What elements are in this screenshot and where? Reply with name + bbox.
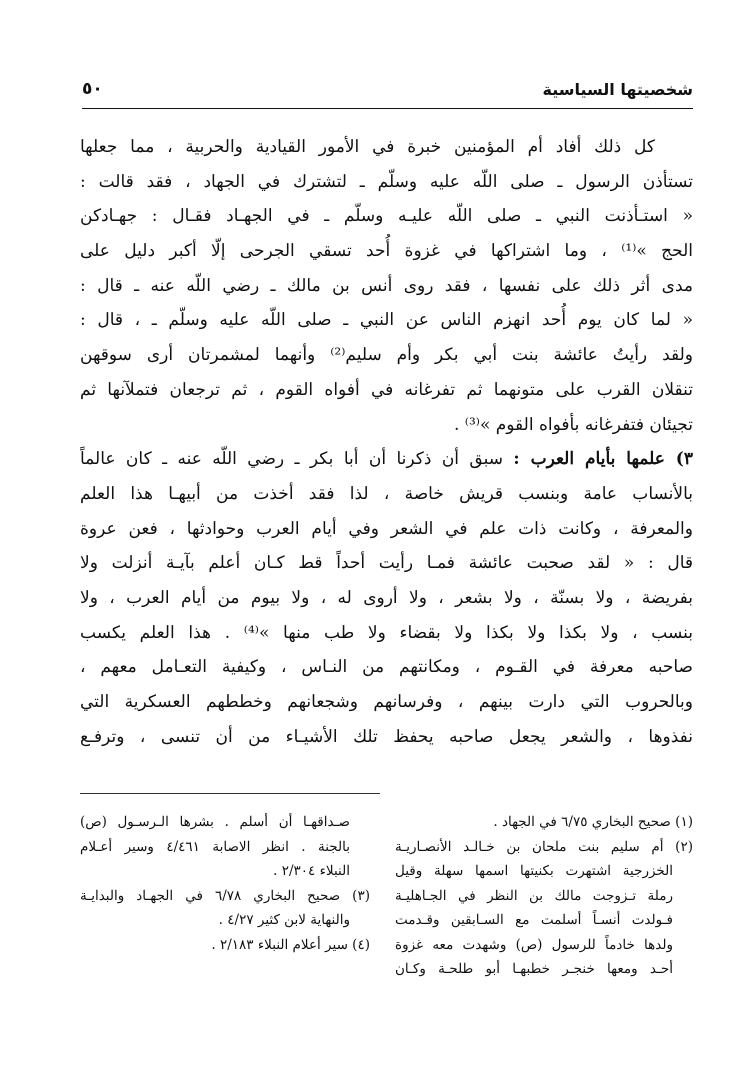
section-first-line-text: سبق أن ذكرنا أن أبا بكر ـ رضي اللّه عنه ـ كان عالماً (80, 449, 503, 470)
text-line: بنسب ، ولا بكذا ولا بكذا ولا بقضاء ولا طب منها »⁽⁴⁾ . هذا العلم يكسب (80, 622, 693, 643)
text-line: تستأذن الرسول ـ صلى اللّه عليه وسلّم ـ لتشترك في الجهاد ، فقد قالت : (80, 171, 693, 192)
page-number: ٥٠ (82, 79, 103, 99)
text-line: مدى أثر ذلك على نفسها ، فقد روى أنس بن مالك ـ رضي اللّه عنه ـ قال : (80, 275, 693, 296)
text-line: « لما كان يوم أُحد انهزم الناس عن النبي ـ صلى اللّه عليه وسلّم ـ ، قال : (80, 310, 693, 331)
footnote-line: (٢) أم سليم بنت ملحان بن خـالـد الأنصـاريـة (395, 838, 693, 855)
text-line: بفريضة ، ولا بسنّة ، ولا بشعر ، ولا أروى له ، ولا بيوم من أيام العرب ، ولا (80, 587, 693, 608)
text-line: تجيئان فتفرغانه بأفواه القوم »⁽³⁾ . (453, 414, 693, 435)
text-line: كل ذلك أفاد أم المؤمنين خبرة في الأمور القيادية والحربية ، مما جعلها (80, 137, 655, 157)
footnote-line: والنهاية لابن كثير ٤/٢٧ . (218, 912, 350, 928)
text-line: تنقلان القرب على متونهما ثم تفرغانه في أفواه القوم ، ثم ترجعان فتملآنها ثم (80, 379, 693, 400)
main-text (80, 130, 693, 754)
footnotes-column-left (80, 810, 370, 957)
text-line: نفذوها ، والشعر يجعل صاحبه يحفظ تلك الأشيـاء من أن تنسى ، وترفـع (80, 726, 693, 747)
text-line: ولقد رأيتُ عائشة بنت أبي بكر وأم سليم⁽²⁾ وأنهما لمشمرتان أرى سوقهن (80, 345, 693, 366)
text-line: « استـأذنت النبي ـ صلى اللّه عليـه وسلّم ـ في الجهـاد فقـال : جهـادكن (80, 206, 693, 227)
section-heading: ٣) علمها بأيام العرب : (513, 449, 693, 470)
footnotes-column-right (395, 810, 693, 982)
footnote-line: ولدها خادماً للرسول (ص) وشهدت معه غزوة (395, 936, 673, 953)
footnote-line: (٤) سير أعلام النبلاء ٢/١٨٣ . (211, 936, 370, 953)
footnote-line: الخزرجية اشتهرت بكنيتها اسمها سهلة وقيل (395, 863, 673, 879)
text-line: بالأنساب عامة وبنسب قريش خاصة ، لذا فقد أخذت من أبيهـا هذا العلم (80, 483, 693, 504)
footnote-line: فـولدت أنسـاً أسلمت مع السـابقين وقـدمت (395, 912, 673, 928)
text-line: قال : « لقد صحبت عائشة فمـا رأيت أحداً قط كـان أعلم بآيـة أنزلت ولا (80, 553, 693, 574)
footnote-line: رملة تـزوجت مالك بن النظر في الجـاهليـة (395, 887, 673, 904)
header-divider (82, 108, 693, 109)
footnote-line: (٣) صحيح البخاري ٦/٧٨ في الجهـاد والبدايـة (80, 887, 370, 904)
footnote-line: أحـد ومعها خنجـر خطبهـا أبو طلحـة وكـان (395, 961, 673, 977)
footnote-line: النبلاء ٢/٣٠٤ . (273, 863, 350, 879)
page-header (82, 74, 693, 108)
text-line: والمعرفة ، وكانت ذات علم في الشعر وفي أيام العرب وحوادثها ، فعن عروة (80, 518, 693, 539)
section-first-line (80, 442, 693, 477)
running-title: شخصيتها السياسية (542, 80, 693, 99)
footnote-line: صـداقهـا أن أسلم . بشرها الـرسـول (ص) (80, 814, 350, 830)
footnote-line: بالجنة . انظر الاصابة ٤/٤٦١ وسير أعـلام (80, 838, 350, 855)
footnote-divider (80, 793, 380, 794)
footnote-line: (١) صحيح البخاري ٦/٧٥ في الجهاد . (493, 814, 693, 830)
text-line: صاحبه معرفة في القـوم ، ومكانتهم من النـاس ، وكيفية التعـامل معهم ، (80, 657, 693, 678)
text-line: الحج »⁽¹⁾ ، وما اشتراكها في غزوة أُحد تسقي الجرحى إلّا أكبر دليل على (80, 241, 693, 262)
text-line: وبالحروب التي دارت بينهم ، وفرسانهم وشجعانهم وخططهم العسكرية التي (80, 692, 693, 712)
